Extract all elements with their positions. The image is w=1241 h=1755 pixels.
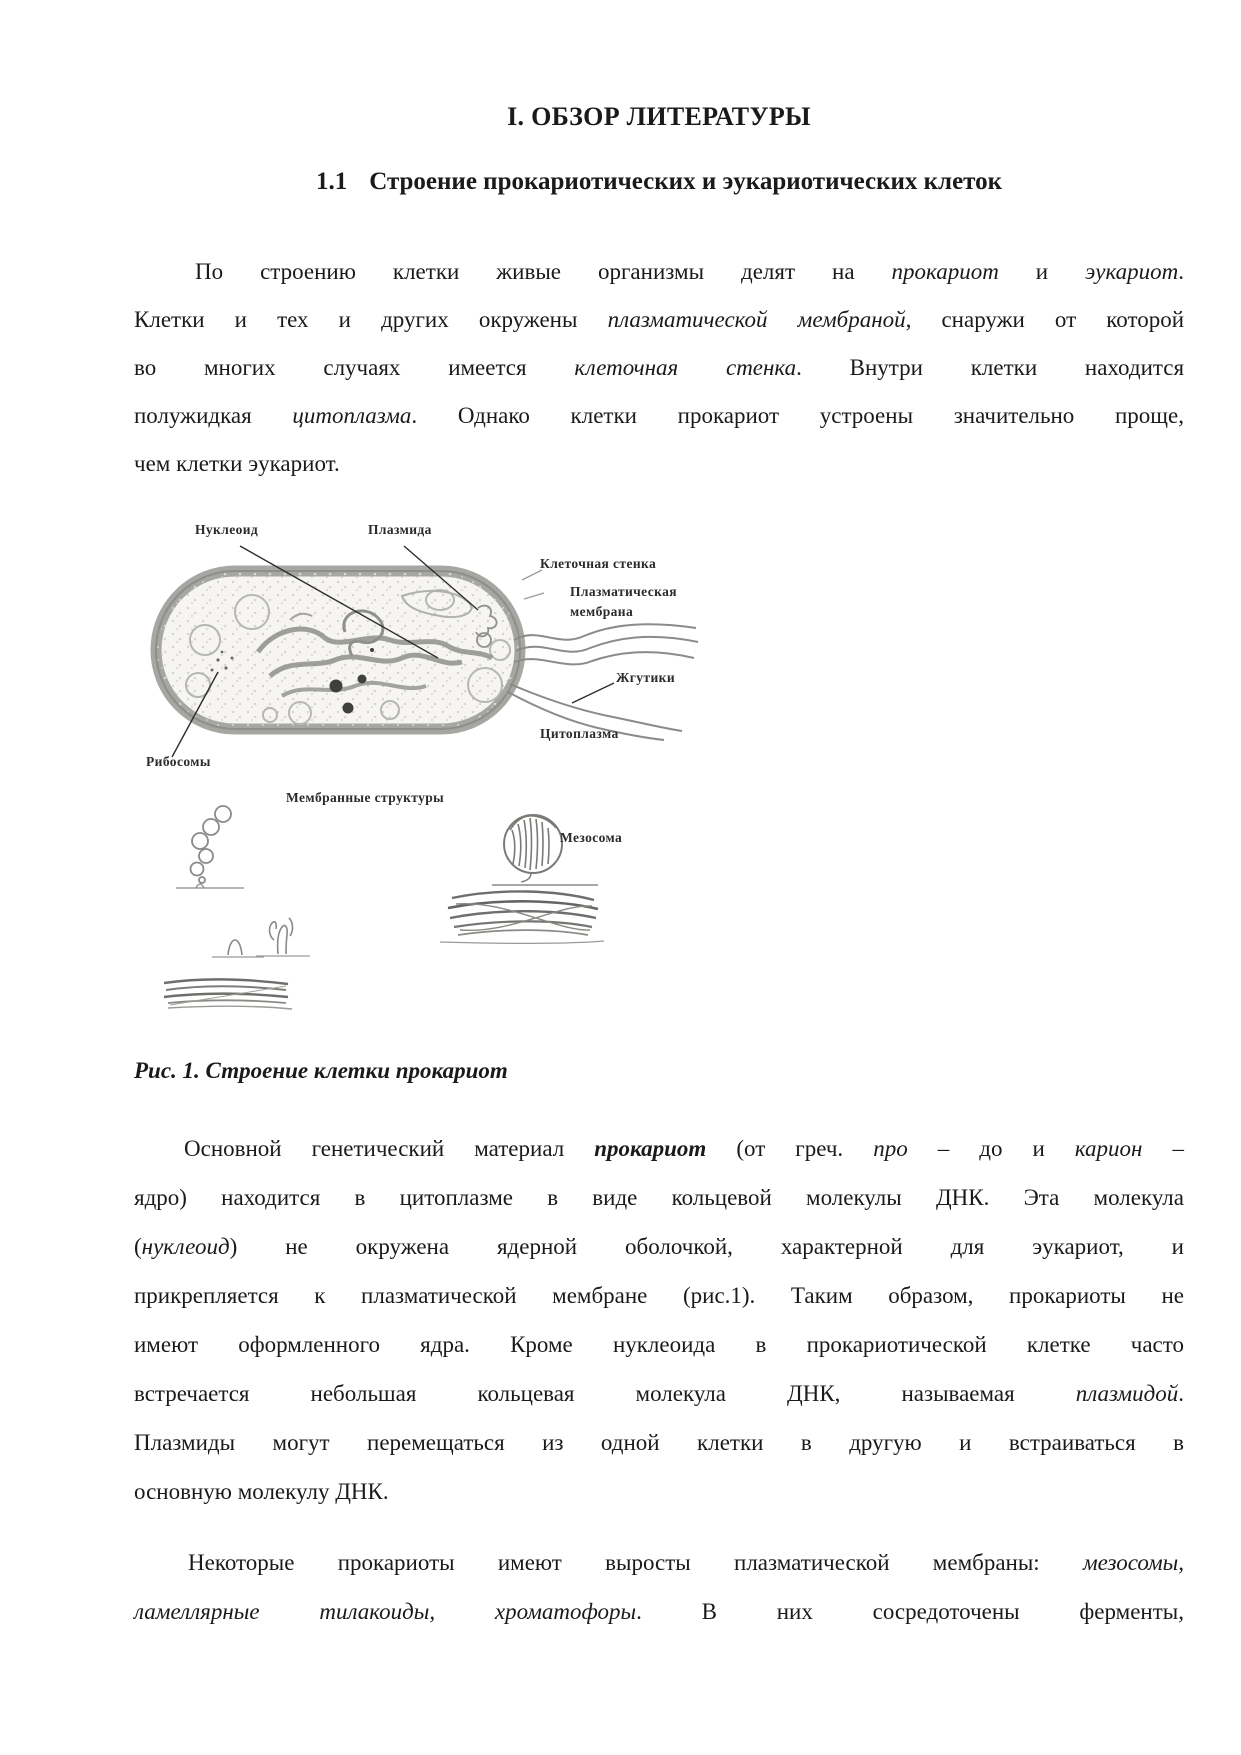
lamellar-stack-right — [440, 891, 604, 943]
section-heading — [134, 168, 1184, 196]
text-run: имеют оформленного ядра. Кроме нуклеоида в прокариотической клетке часто — [134, 1332, 1184, 1357]
text-run: – — [1142, 1136, 1185, 1161]
text-line — [134, 1320, 1184, 1369]
figure-label-mesosome: Мезосома — [560, 830, 623, 845]
text-run: встречается небольшая кольцевая молекула ДНК, называемая — [134, 1381, 1076, 1406]
text-line — [134, 392, 1184, 440]
figure-label-plasmid: Плазмида — [368, 522, 432, 537]
text-run: Клетки и тех и других окружены — [134, 307, 608, 332]
text-run-italic: эукариот — [1085, 259, 1179, 284]
text-run-italic: плазматической мембраной — [607, 307, 906, 332]
figure-label-cell-wall: Клеточная стенка — [540, 556, 657, 571]
paragraph-2 — [134, 1124, 1184, 1516]
text-run: По строению клетки живые организмы делят на — [195, 259, 892, 284]
text-run-italic: нуклеоид — [141, 1234, 230, 1259]
text-line — [134, 1587, 1184, 1636]
text-line — [134, 1173, 1184, 1222]
lamellar-stack-left — [164, 979, 292, 1009]
paragraph-1 — [134, 248, 1184, 488]
figure-label-plasma-membrane: мембрана — [570, 604, 634, 619]
text-run: основную молекулу ДНК. — [134, 1479, 389, 1504]
figure-prokaryote-cell — [140, 500, 714, 1015]
text-run: . Однако клетки прокариот устроены значительно проще, — [411, 403, 1184, 428]
text-line — [134, 296, 1184, 344]
figure-label-flagella: Жгутики — [616, 670, 675, 685]
text-run-italic: карион — [1074, 1136, 1143, 1161]
text-run: . Внутри клетки находится — [796, 355, 1185, 380]
figure-label-ribosomes: Рибосомы — [146, 754, 211, 769]
text-line — [134, 344, 1184, 392]
text-run: ядро) находится в цитоплазме в виде кольцевой молекулы ДНК. Эта молекула — [134, 1185, 1184, 1210]
text-run: – до и — [907, 1136, 1075, 1161]
text-run-italic: плазмидой — [1075, 1381, 1179, 1406]
text-line — [134, 1271, 1184, 1320]
text-run: во многих случаях имеется — [134, 355, 575, 380]
section-number: 1.1 — [315, 168, 348, 195]
text-line — [134, 440, 1184, 488]
membrane-chain-of-vesicles — [176, 806, 244, 888]
text-run: чем клетки эукариот. — [134, 451, 340, 476]
text-run: . — [1178, 259, 1184, 284]
text-run-italic: мезосомы, — [1082, 1550, 1184, 1575]
text-run: полужидкая — [134, 403, 293, 428]
text-run: ) не окружена ядерной оболочкой, характерной для эукариот, и — [229, 1234, 1184, 1259]
paragraph-3 — [134, 1538, 1184, 1636]
cell-wall-ticks — [522, 570, 544, 599]
text-line — [134, 1418, 1184, 1467]
cell-diagram-svg — [140, 500, 714, 1015]
text-line — [134, 1222, 1184, 1271]
text-run-italic: прокариот — [891, 259, 999, 284]
section-heading-text: Строение прокариотических и эукариотических клеток — [369, 168, 1003, 195]
figure-label-nucleoid: Нуклеоид — [195, 522, 259, 537]
document-title: I. ОБЗОР ЛИТЕРАТУРЫ — [507, 102, 811, 131]
text-run: ( — [134, 1234, 142, 1259]
text-run-italic: клеточная стенка — [574, 355, 797, 380]
text-run: Плазмиды могут перемещаться из одной клетки в другую и встраиваться в — [134, 1430, 1184, 1455]
text-line — [134, 1467, 1184, 1516]
membrane-sprouts — [212, 918, 310, 957]
text-run: . — [1178, 1381, 1184, 1406]
text-run: Некоторые прокариоты имеют выросты плазматической мембраны: — [188, 1550, 1083, 1575]
text-run-italic: ламеллярные тилакоиды, хроматофоры — [134, 1599, 637, 1624]
text-line — [134, 1369, 1184, 1418]
text-run: . В них сосредоточены ферменты, — [636, 1599, 1184, 1624]
figure-label-cytoplasm: Цитоплазма — [540, 726, 619, 741]
mesosome-ball — [492, 815, 598, 885]
text-run: прикрепляется к плазматической мембране (рис.1). Таким образом, прокариоты не — [134, 1283, 1184, 1308]
figure-label-membrane-structures: Мембранные структуры — [286, 790, 445, 805]
text-run-bold-italic: прокариот — [594, 1136, 707, 1161]
text-run: и — [998, 259, 1086, 284]
text-run: Основной генетический материал — [184, 1136, 595, 1161]
text-line — [134, 1538, 1184, 1587]
text-run-italic: про — [873, 1136, 908, 1161]
text-run: (от греч. — [706, 1136, 874, 1161]
text-run-italic: цитоплазма — [292, 403, 412, 428]
text-line — [134, 248, 1184, 296]
text-run: , снаружи от которой — [905, 307, 1185, 332]
figure-caption: Рис. 1. Строение клетки прокариот — [134, 1058, 508, 1083]
text-line — [134, 1124, 1184, 1173]
figure-label-plasma-membrane: Плазматическая — [570, 584, 677, 599]
